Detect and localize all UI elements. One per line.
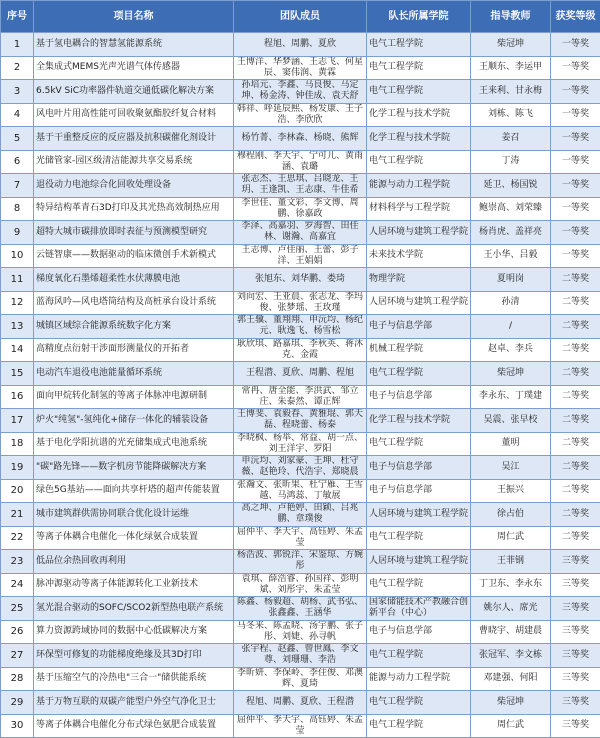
cell-index: 27 bbox=[1, 644, 34, 668]
cell-advisor: 吴震、张早校 bbox=[471, 409, 551, 433]
cell-team-members: 王志博、卢佳丽、王蕾、彭子洋、王娟娟 bbox=[234, 244, 367, 268]
cell-project-name: 氢光混合驱动的SOFC/SCO2新型热电联产系统 bbox=[34, 597, 234, 621]
cell-index: 6 bbox=[1, 150, 34, 174]
table-row bbox=[1, 221, 600, 245]
cell-advisor: 孙清 bbox=[471, 291, 551, 315]
cell-team-members: 常冉、唐全能、李洪武、邹立庄、朱泰然、谭正辉 bbox=[234, 385, 367, 409]
cell-index: 10 bbox=[1, 244, 34, 268]
cell-award-level: 二等奖 bbox=[551, 503, 600, 527]
cell-project-name: 算力资源跨域协同的数据中心低碳解决方案 bbox=[34, 620, 234, 644]
cell-college: 能源与动力工程学院 bbox=[367, 667, 471, 691]
cell-team-members: 刘向宏、王亚晨、张志龙、李玛俊、张梦瑶、王玫瑾 bbox=[234, 291, 367, 315]
cell-advisor: 赵卓、李兵 bbox=[471, 338, 551, 362]
cell-college: 物理学院 bbox=[367, 268, 471, 292]
cell-award-level: 二等奖 bbox=[551, 432, 600, 456]
cell-award-level: 一等奖 bbox=[551, 150, 600, 174]
cell-team-members: 屈仲平、李天宇、高钰婷、朱孟莹 bbox=[234, 526, 367, 550]
cell-project-name: 基于干重整反应的反应器及抗积碳催化剂设计 bbox=[34, 127, 234, 151]
cell-index: 19 bbox=[1, 456, 34, 480]
cell-award-level: 二等奖 bbox=[551, 291, 600, 315]
table-row bbox=[1, 714, 600, 738]
cell-project-name: 面向甲烷转化制氢的等离子体脉冲电源研制 bbox=[34, 385, 234, 409]
table-row bbox=[1, 103, 600, 127]
cell-advisor: 柴冠坤 bbox=[471, 33, 551, 57]
cell-team-members: 申沅均、刘家豪、王坤、杜守薇、赵艳玲、代浩宇、郑晓晨 bbox=[234, 456, 367, 480]
cell-advisor: 王顺东、李运甲 bbox=[471, 56, 551, 80]
cell-team-members: 耿欣琪、路嘉琪、李秋英、蒋沐克、金霞 bbox=[234, 338, 367, 362]
cell-team-members: 韩祥、呼延辰熙、杨发康、王子浩、李欣欣 bbox=[234, 103, 367, 127]
header-teacher: 指导教师 bbox=[471, 1, 551, 33]
cell-advisor: 吴江 bbox=[471, 456, 551, 480]
cell-award-level: 二等奖 bbox=[551, 526, 600, 550]
table-row bbox=[1, 174, 600, 198]
cell-award-level: 一等奖 bbox=[551, 174, 600, 198]
cell-award-level: 三等奖 bbox=[551, 667, 600, 691]
cell-advisor: / bbox=[471, 315, 551, 339]
cell-college: 国家储能技术产教融合创新平台（中心） bbox=[367, 597, 471, 621]
cell-advisor: 鲍崇高、刘荣臻 bbox=[471, 197, 551, 221]
cell-index: 25 bbox=[1, 597, 34, 621]
cell-project-name: 环保型可修复的功能梯度绝缘及其3D打印 bbox=[34, 644, 234, 668]
cell-advisor: 姜召 bbox=[471, 127, 551, 151]
cell-project-name: 城镇区域综合能源系统数字化方案 bbox=[34, 315, 234, 339]
table-row bbox=[1, 456, 600, 480]
table-row bbox=[1, 573, 600, 597]
cell-advisor: 丁涛 bbox=[471, 150, 551, 174]
header-members: 团队成员 bbox=[234, 1, 367, 33]
cell-team-members: 杨浩波、郭锐洋、宋鉴琼、方婉彤 bbox=[234, 550, 367, 574]
cell-advisor: 杨肖虎、盖祥亮 bbox=[471, 221, 551, 245]
cell-award-level: 二等奖 bbox=[551, 362, 600, 386]
table-body bbox=[1, 33, 600, 738]
cell-advisor: 张冠军、李文栋 bbox=[471, 644, 551, 668]
cell-award-level: 三等奖 bbox=[551, 550, 600, 574]
cell-team-members: 李世佳、董文彩、李文博、周鹏、徐嘉政 bbox=[234, 197, 367, 221]
cell-team-members: 程旭、周鹏、夏欣、王程潜 bbox=[234, 691, 367, 715]
cell-award-level: 二等奖 bbox=[551, 479, 600, 503]
cell-index: 18 bbox=[1, 432, 34, 456]
cell-team-members: 高之坤、卢艳婷、田颖、吕兆鹏、章璞俊 bbox=[234, 503, 367, 527]
cell-college: 电气工程学院 bbox=[367, 691, 471, 715]
cell-team-members: 王博洋、华梦涵、王志飞、何星辰、窦伟润、黄霖 bbox=[234, 56, 367, 80]
cell-team-members: 穆程刚、李天宇、宁可儿、黄雨涵、袁璐 bbox=[234, 150, 367, 174]
cell-project-name: 6.5kV SiC功率器件轨道交通低碳化解决方案 bbox=[34, 80, 234, 104]
table-row bbox=[1, 620, 600, 644]
cell-index: 22 bbox=[1, 526, 34, 550]
cell-project-name: 脉冲源驱动等离子体能源转化工业新技术 bbox=[34, 573, 234, 597]
cell-award-level: 二等奖 bbox=[551, 338, 600, 362]
table-row bbox=[1, 80, 600, 104]
cell-college: 电子与信息学部 bbox=[367, 456, 471, 480]
table-header bbox=[1, 1, 600, 33]
cell-team-members: 张宇程、赵鑫、曾世鳳、李文尊、刘珊珊、李浩 bbox=[234, 644, 367, 668]
cell-index: 17 bbox=[1, 409, 34, 433]
table-row bbox=[1, 338, 600, 362]
cell-index: 7 bbox=[1, 174, 34, 198]
cell-index: 1 bbox=[1, 33, 34, 57]
cell-award-level: 三等奖 bbox=[551, 714, 600, 738]
header-college: 队长所属学院 bbox=[367, 1, 471, 33]
cell-award-level: 二等奖 bbox=[551, 385, 600, 409]
cell-college: 电气工程学院 bbox=[367, 432, 471, 456]
cell-college: 电子与信息学部 bbox=[367, 479, 471, 503]
table-row bbox=[1, 644, 600, 668]
cell-team-members: 张旭东、刘华鹏、娄琦 bbox=[234, 268, 367, 292]
cell-team-members: 李泽、高嘉羽、罗海智、田佳林、谢瀚、高嘉宜 bbox=[234, 221, 367, 245]
cell-project-name: 城市建筑群供需协同联合优化设计运维 bbox=[34, 503, 234, 527]
table-row bbox=[1, 432, 600, 456]
cell-project-name: 全集成式MEMS光声光谱气体传感器 bbox=[34, 56, 234, 80]
cell-college: 人居环境与建筑工程学院 bbox=[367, 550, 471, 574]
cell-index: 14 bbox=[1, 338, 34, 362]
cell-award-level: 二等奖 bbox=[551, 456, 600, 480]
cell-project-name: 蓝海风吟—风电塔筒结构及高桩承台设计系统 bbox=[34, 291, 234, 315]
cell-index: 23 bbox=[1, 550, 34, 574]
cell-college: 电气工程学院 bbox=[367, 714, 471, 738]
cell-team-members: 陈鑫、杨毅超、胡杨、武书弘、张鑫鑫、王涵华 bbox=[234, 597, 367, 621]
cell-advisor: 柴冠坤 bbox=[471, 362, 551, 386]
cell-advisor: 王来利、甘永梅 bbox=[471, 80, 551, 104]
cell-index: 16 bbox=[1, 385, 34, 409]
cell-project-name: 高精度点衍射干涉面形测量仪的开拓者 bbox=[34, 338, 234, 362]
cell-project-name: 炉火"纯氢"-氢纯化+储存一体化的辅装设备 bbox=[34, 409, 234, 433]
header-project: 项目名称 bbox=[34, 1, 234, 33]
cell-team-members: 袁琪、薛浩睿、孙国祥、彭明斌、刘彤宇、朱孟莹 bbox=[234, 573, 367, 597]
cell-project-name: 基于电化学阳抗谱的光充储集成式电池系统 bbox=[34, 432, 234, 456]
cell-project-name: "碳"路先锋——数字机房节能降碳解决方案 bbox=[34, 456, 234, 480]
cell-award-level: 三等奖 bbox=[551, 620, 600, 644]
cell-award-level: 三等奖 bbox=[551, 644, 600, 668]
cell-award-level: 一等奖 bbox=[551, 33, 600, 57]
header-row bbox=[1, 1, 600, 33]
cell-project-name: 光储管家-园区级清洁能源共享交易系统 bbox=[34, 150, 234, 174]
cell-team-members: 张瀚文、张昕果、杜宁雁、王雪越、马鸿蕊、丁敏展 bbox=[234, 479, 367, 503]
header-award: 获奖等级 bbox=[551, 1, 600, 33]
cell-project-name: 绿色5G基站——面向共享杆塔的超声传能装置 bbox=[34, 479, 234, 503]
cell-award-level: 二等奖 bbox=[551, 268, 600, 292]
cell-index: 2 bbox=[1, 56, 34, 80]
cell-college: 电气工程学院 bbox=[367, 80, 471, 104]
cell-index: 12 bbox=[1, 291, 34, 315]
cell-project-name: 风电叶片用高性能可回收聚氨酯胶纤复合材料 bbox=[34, 103, 234, 127]
table-row bbox=[1, 150, 600, 174]
cell-college: 电子与信息学部 bbox=[367, 315, 471, 339]
cell-team-members: 郭王骥、董翔翔、申沅均、杨纪元、耿逸飞、杨雪松 bbox=[234, 315, 367, 339]
cell-project-name: 云链智康——数据驱动的临床微创手术新模式 bbox=[34, 244, 234, 268]
table-row bbox=[1, 409, 600, 433]
header-index: 序号 bbox=[1, 1, 34, 33]
cell-project-name: 基于氢电耦合的智慧氢能源系统 bbox=[34, 33, 234, 57]
cell-college: 机械工程学院 bbox=[367, 338, 471, 362]
table-row bbox=[1, 691, 600, 715]
cell-project-name: 梯度氧化石墨烯超柔性水伏薄膜电池 bbox=[34, 268, 234, 292]
cell-college: 电气工程学院 bbox=[367, 362, 471, 386]
cell-advisor: 柴冠坤 bbox=[471, 691, 551, 715]
cell-college: 化学工程与技术学院 bbox=[367, 127, 471, 151]
table-row bbox=[1, 667, 600, 691]
cell-project-name: 基于压缩空气的冷热电"三合一"储供能系统 bbox=[34, 667, 234, 691]
cell-advisor: 李永东、丁璞建 bbox=[471, 385, 551, 409]
cell-index: 21 bbox=[1, 503, 34, 527]
cell-college: 人居环境与建筑工程学院 bbox=[367, 291, 471, 315]
cell-team-members: 马冬来、陈孟晓、汤宇鹏、张子彤、刘婕、孙寻帆 bbox=[234, 620, 367, 644]
cell-team-members: 屈仲平、李天宇、高钰婷、朱孟莹 bbox=[234, 714, 367, 738]
cell-project-name: 退役动力电池综合化回收处理设备 bbox=[34, 174, 234, 198]
cell-index: 5 bbox=[1, 127, 34, 151]
table-row bbox=[1, 362, 600, 386]
cell-college: 未来技术学院 bbox=[367, 244, 471, 268]
cell-advisor: 夏明岗 bbox=[471, 268, 551, 292]
cell-project-name: 特异结构革青石3D打印及其光热高效制热应用 bbox=[34, 197, 234, 221]
cell-team-members: 杨竹菁、李林森、杨晓、熊辉 bbox=[234, 127, 367, 151]
cell-index: 15 bbox=[1, 362, 34, 386]
cell-index: 28 bbox=[1, 667, 34, 691]
table-row bbox=[1, 526, 600, 550]
cell-team-members: 张志杰、王思琪、吕晓龙、王玥、王逢凯、王志康、牛佳希 bbox=[234, 174, 367, 198]
cell-index: 30 bbox=[1, 714, 34, 738]
cell-project-name: 电动汽车退役电池能量循环系统 bbox=[34, 362, 234, 386]
table-row bbox=[1, 56, 600, 80]
cell-advisor: 周仁武 bbox=[471, 714, 551, 738]
cell-team-members: 王博斐、袁毅春、黄雅琨、郭天磊、程晓蕾、杨泰 bbox=[234, 409, 367, 433]
cell-advisor: 刘栋、陈飞 bbox=[471, 103, 551, 127]
cell-team-members: 王程潜、夏欣、周鹏、程旭 bbox=[234, 362, 367, 386]
table-row bbox=[1, 244, 600, 268]
cell-index: 29 bbox=[1, 691, 34, 715]
cell-index: 13 bbox=[1, 315, 34, 339]
cell-award-level: 二等奖 bbox=[551, 409, 600, 433]
cell-college: 电气工程学院 bbox=[367, 644, 471, 668]
table-row bbox=[1, 33, 600, 57]
cell-index: 11 bbox=[1, 268, 34, 292]
cell-award-level: 一等奖 bbox=[551, 103, 600, 127]
table-row bbox=[1, 550, 600, 574]
cell-index: 3 bbox=[1, 80, 34, 104]
table-row bbox=[1, 479, 600, 503]
cell-award-level: 一等奖 bbox=[551, 221, 600, 245]
cell-college: 电气工程学院 bbox=[367, 33, 471, 57]
cell-advisor: 周仁武 bbox=[471, 526, 551, 550]
cell-award-level: 一等奖 bbox=[551, 197, 600, 221]
cell-award-level: 一等奖 bbox=[551, 244, 600, 268]
cell-advisor: 邓建强、何阳 bbox=[471, 667, 551, 691]
cell-college: 化学工程与技术学院 bbox=[367, 409, 471, 433]
cell-project-name: 等离子体耦合电催化分布式绿色氨肥合成装置 bbox=[34, 714, 234, 738]
cell-college: 人居环境与建筑工程学院 bbox=[367, 221, 471, 245]
table-row bbox=[1, 503, 600, 527]
cell-college: 能源与动力工程学院 bbox=[367, 174, 471, 198]
cell-advisor: 姚尔人、席光 bbox=[471, 597, 551, 621]
cell-college: 电气工程学院 bbox=[367, 56, 471, 80]
cell-award-level: 一等奖 bbox=[551, 127, 600, 151]
cell-index: 9 bbox=[1, 221, 34, 245]
cell-advisor: 王菲钢 bbox=[471, 550, 551, 574]
cell-award-level: 二等奖 bbox=[551, 315, 600, 339]
cell-index: 20 bbox=[1, 479, 34, 503]
cell-team-members: 孙培元、李鑫、马良俊、马定坤、杨金涛、钟佳成、袁天舒 bbox=[234, 80, 367, 104]
cell-team-members: 李昕妍、李保岭、李住俊、邓澳辉、夏琦 bbox=[234, 667, 367, 691]
cell-team-members: 程旭、周鹏、夏欣 bbox=[234, 33, 367, 57]
cell-college: 电子与信息学部 bbox=[367, 385, 471, 409]
table-row bbox=[1, 197, 600, 221]
cell-index: 8 bbox=[1, 197, 34, 221]
cell-index: 24 bbox=[1, 573, 34, 597]
cell-project-name: 等离子体耦合电催化一体化绿氨合成装置 bbox=[34, 526, 234, 550]
cell-advisor: 徐占伯 bbox=[471, 503, 551, 527]
cell-college: 电子与信息学部 bbox=[367, 620, 471, 644]
table-row bbox=[1, 291, 600, 315]
cell-index: 26 bbox=[1, 620, 34, 644]
cell-project-name: 超特大城市碳排放即时表征与预测模型研究 bbox=[34, 221, 234, 245]
cell-advisor: 丁卫东、李永东 bbox=[471, 573, 551, 597]
cell-college: 人居环境与建筑工程学院 bbox=[367, 503, 471, 527]
cell-award-level: 一等奖 bbox=[551, 56, 600, 80]
cell-project-name: 基于万物互联的双碳产能型户外空气净化卫士 bbox=[34, 691, 234, 715]
cell-award-level: 三等奖 bbox=[551, 597, 600, 621]
cell-advisor: 王小华、吕毅 bbox=[471, 244, 551, 268]
table-row bbox=[1, 597, 600, 621]
cell-college: 电气工程学院 bbox=[367, 150, 471, 174]
cell-college: 电气工程学院 bbox=[367, 573, 471, 597]
cell-index: 4 bbox=[1, 103, 34, 127]
table-row bbox=[1, 268, 600, 292]
cell-award-level: 一等奖 bbox=[551, 80, 600, 104]
cell-college: 化学工程与技术学院 bbox=[367, 103, 471, 127]
cell-advisor: 王振兴 bbox=[471, 479, 551, 503]
cell-award-level: 三等奖 bbox=[551, 573, 600, 597]
cell-advisor: 延卫、杨国锐 bbox=[471, 174, 551, 198]
cell-advisor: 董明 bbox=[471, 432, 551, 456]
cell-project-name: 低品位余热回收再利用 bbox=[34, 550, 234, 574]
cell-award-level: 三等奖 bbox=[551, 691, 600, 715]
table-row bbox=[1, 315, 600, 339]
table-row bbox=[1, 385, 600, 409]
cell-college: 材料科学与工程学院 bbox=[367, 197, 471, 221]
cell-advisor: 曹晓宇、胡建晨 bbox=[471, 620, 551, 644]
table-row bbox=[1, 127, 600, 151]
cell-team-members: 李晓枫、杨举、常益、胡一点、刘王洋宇、罗阳 bbox=[234, 432, 367, 456]
cell-college: 电气工程学院 bbox=[367, 526, 471, 550]
